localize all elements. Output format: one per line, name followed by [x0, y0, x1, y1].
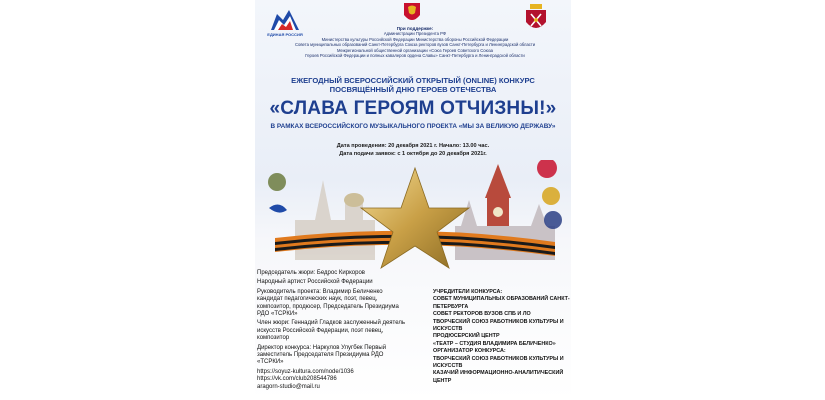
contest-title: «СЛАВА ГЕРОЯМ ОТЧИЗНЫ!» — [269, 98, 557, 119]
organizer-label: ОРГАНИЗАТОР КОНКУРСА: — [433, 348, 506, 355]
jury-member: Член жюри: Геннадий Гладков заслуженный деятель искусств Российской Федерации, поэт певец, композитор — [257, 320, 406, 342]
organizers-info — [433, 289, 571, 385]
link-vk[interactable]: https://vk.com/club208544786 — [257, 376, 337, 383]
contest-line2: ПОСВЯЩЁННЫЙ ДНЮ ГЕРОЕВ ОТЕЧЕСТВА — [329, 84, 497, 94]
support-line: Министерства культуры Российской Федерации Министерства обороны Российской Федерации — [321, 36, 509, 42]
date-line-2: Дата подачи заявок: с 1 октября до 20 декабря 2021г. — [339, 151, 487, 157]
support-line: Героев Российской Федерации и полных кавалеров ордена Славы» Санкт-Петербурга и Ленинградской области — [305, 53, 525, 59]
side-emblem-right-3 — [544, 211, 562, 229]
support-line: Совета муниципальных образований Санкт-Петербурга Союза ректоров вузов Санкт-Петербурга и Ленинградской области — [295, 42, 536, 48]
side-emblem-left-2 — [269, 204, 287, 212]
jury-chair-title: Народный артист Российской Федерации — [257, 279, 373, 286]
founder-item: СОВЕТ РЕКТОРОВ ВУЗОВ СПБ И ЛО — [433, 311, 531, 318]
founder-item: СОВЕТ МУНИЦИПАЛЬНЫХ ОБРАЗОВАНИЙ САНКТ-ПЕТЕРБУРГА — [433, 296, 570, 310]
founder-item: «ТЕАТР – СТУДИЯ ВЛАДИМИРА БЕЛИЧЕНКО» — [433, 340, 556, 347]
founder-item: ПРОДЮСЕРСКИЙ ЦЕНТР — [433, 333, 500, 340]
founder-item: ТВОРЧЕСКИЙ СОЮЗ РАБОТНИКОВ КУЛЬТУРЫ И ИСКУССТВ — [433, 318, 564, 333]
contact-email[interactable]: aragorn-studio@mail.ru — [257, 383, 320, 390]
contest-poster — [255, 0, 571, 400]
contest-dates — [255, 142, 571, 158]
jury-chair: Председатель жюри: Бедрос Киркоров — [257, 270, 365, 276]
contest-kicker — [265, 77, 561, 94]
support-line: Межрегиональной общественной организации «Союз Героев Советского Союза — [336, 47, 494, 53]
link-soyuz-kultura[interactable]: https://soyuz-kultura.com/node/1036 — [257, 368, 354, 375]
side-emblem-right-2 — [542, 187, 560, 205]
side-emblem-right — [537, 160, 557, 178]
organizer-item: КАЗАЧИЙ ИНФОРМАЦИОННО-АНАЛИТИЧЕСКИЙ ЦЕНТР — [433, 370, 564, 384]
founders-label: УЧРЕДИТЕЛИ КОНКУРСА: — [433, 289, 503, 295]
contest-subtitle: В РАМКАХ ВСЕРОССИЙСКОГО МУЗЫКАЛЬНОГО ПРОЕКТА «МЫ ЗА ВЕЛИКУЮ ДЕРЖАВУ» — [270, 123, 556, 130]
organizer-item: ТВОРЧЕСКИЙ СОЮЗ РАБОТНИКОВ КУЛЬТУРЫ И ИСКУССТВ — [433, 355, 564, 370]
side-emblem-left — [268, 173, 286, 191]
support-block — [295, 2, 535, 59]
party-logo-text: ЕДИНАЯ РОССИЯ — [267, 32, 303, 37]
contest-line1: ЕЖЕГОДНЫЙ ВСЕРОССИЙСКИЙ ОТКРЫТЫЙ (ONLINE) КОНКУРС — [291, 76, 535, 85]
kremlin-star-illustration — [255, 160, 571, 270]
support-line: Администрации Президента РФ — [383, 31, 447, 36]
gold-star-icon — [361, 168, 469, 268]
jury-info — [257, 270, 407, 391]
date-line-1: Дата проведения: 20 декабря 2021 г. Начало: 13.00 час. — [336, 143, 490, 149]
project-head: Руководитель проекта: Владимир Беличенко кандидат педагогических наук, поэт, певец, композитор, продюсер, Председатель Президиума РДО «ТСРКИ» — [257, 288, 399, 318]
support-label: При поддержке: — [396, 26, 434, 31]
contest-director: Директор конкурса: Наркулов Улугбек Первый заместитель Председателя Президиума РДО «ТСРКИ» — [257, 344, 387, 366]
